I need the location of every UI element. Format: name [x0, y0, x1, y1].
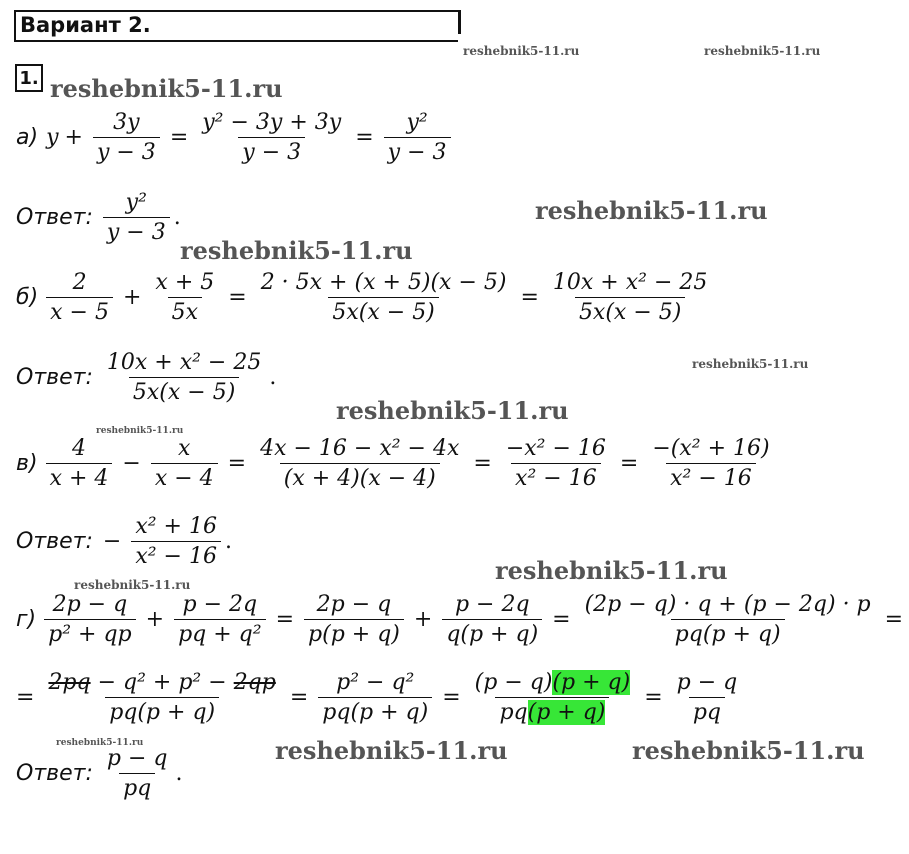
- watermark: reshebnik5-11.ru: [50, 74, 283, 103]
- part-d-equation-line1: г) $\frac{2p - q}{\text{p² + qp}}$ + $\frac{p - 2q}{\text{pq + q²}}$ = $\frac{2p - q}{p(p + q)}$ + $\frac{p - 2q}{q(p + q)}$ = $\frac{(2p - q) \cdot q + (p - 2q) \cdot p}{pq(p + q)}$ =: [16, 592, 904, 647]
- part-c-label: в): [16, 451, 38, 476]
- fraction: $\frac{4}{x + 4}$: [46, 436, 113, 491]
- part-d-answer: Ответ: $\frac{p - q}{pq}$ .: [16, 746, 183, 801]
- answer-label: Ответ:: [16, 529, 93, 554]
- struck-term: 2pq: [48, 670, 91, 695]
- fraction: $\frac{x}{x - 4}$: [151, 436, 218, 491]
- part-a-equation: а) y + $\frac{3y}{y - 3}$ = $\frac{\text{y² − 3y + 3y}}{y - 3}$ = $\frac{\text{y²}}{y - 3}$: [16, 110, 455, 165]
- part-a-answer: Ответ: $\frac{\text{y²}}{y - 3}$ .: [16, 190, 181, 245]
- part-c-answer: Ответ: − $\frac{\text{x² + 16}}{\text{x² − 16}}$ .: [16, 514, 232, 569]
- struck-term: 2qp: [233, 670, 276, 695]
- fraction: $\frac{\text{y²}}{y - 3}$: [384, 110, 451, 165]
- fraction: $\frac{2p - q}{\text{p² + qp}}$: [44, 592, 136, 647]
- watermark: reshebnik5-11.ru: [275, 736, 508, 765]
- fraction: $\frac{\text{p² − q²}}{pq(p + q)}$: [318, 670, 432, 725]
- answer-label: Ответ:: [16, 205, 93, 230]
- watermark: reshebnik5-11.ru: [96, 426, 184, 436]
- watermark: reshebnik5-11.ru: [632, 736, 865, 765]
- answer-label: Ответ:: [16, 365, 93, 390]
- fraction: $\frac{(p - q)(p + q)}{pq(p + q)}$: [474, 670, 631, 725]
- watermark: reshebnik5-11.ru: [535, 196, 768, 225]
- fraction: $\frac{\text{−(x² + 16)}}{\text{x² − 16}}$: [652, 436, 770, 491]
- fraction: $\frac{x + 5}{5x}$: [155, 270, 215, 325]
- fraction: $\frac{\text{x² + 16}}{\text{x² − 16}}$: [131, 514, 221, 569]
- fraction: $\frac{3y}{y - 3}$: [93, 110, 160, 165]
- part-b-answer: Ответ: $\frac{\text{10x + x² − 25}}{5x(x - 5)}$ .: [16, 350, 277, 405]
- fraction: $\frac{(2p - q) \cdot q + (p - 2q) \cdot p}{pq(p + q)}$: [584, 592, 871, 647]
- watermark: reshebnik5-11.ru: [74, 578, 191, 592]
- fraction: $\frac{\text{10x + x² − 25}}{5x(x - 5)}$: [552, 270, 708, 325]
- watermark: reshebnik5-11.ru: [336, 396, 569, 425]
- watermark: reshebnik5-11.ru: [495, 556, 728, 585]
- fraction: $\frac{\text{2pq − q² + p² − 2qp}}{pq(p + q)}$: [48, 670, 276, 725]
- var-y: y: [46, 125, 59, 150]
- part-d-equation-line2: = $\frac{\text{2pq − q² + p² − 2qp}}{pq(p + q)}$ = $\frac{\text{p² − q²}}{pq(p + q)}$ = $\frac{(p - q)(p + q)}{pq(p + q)}$ = $\frac{p - q}{pq}$: [16, 670, 745, 725]
- watermark: reshebnik5-11.ru: [704, 44, 821, 58]
- watermark: reshebnik5-11.ru: [463, 44, 580, 58]
- fraction: $\frac{\text{10x + x² − 25}}{5x(x - 5)}$: [106, 350, 262, 405]
- fraction: $\frac{2p - q}{p(p + q)}$: [304, 592, 404, 647]
- fraction: $\frac{p - q}{pq}$: [676, 670, 738, 725]
- highlighted-term: (p + q): [527, 700, 606, 725]
- fraction: $\frac{\text{y² − 3y + 3y}}{y - 3}$: [202, 110, 342, 165]
- task-number: 1.: [15, 64, 43, 92]
- variant-title: Вариант 2.: [20, 13, 151, 37]
- part-a-label: а): [16, 125, 39, 150]
- watermark: reshebnik5-11.ru: [692, 357, 809, 371]
- fraction: $\frac{p - 2q}{q(p + q)}$: [442, 592, 542, 647]
- part-d-label: г): [16, 607, 37, 632]
- part-c-equation: в) $\frac{4}{x + 4}$ − $\frac{x}{x - 4}$ = $\frac{\text{4x − 16 − x² − 4x}}{(x + 4)(x - 4)}$ = $\frac{\text{−x² − 16}}{\text{x² − 16}}$ = $\frac{\text{−(x² + 16)}}{\text{x² − 16}}$: [16, 436, 778, 491]
- fraction: $\frac{\text{−x² − 16}}{\text{x² − 16}}$: [505, 436, 606, 491]
- fraction: $\frac{2}{x - 5}$: [46, 270, 113, 325]
- highlighted-term: (p + q): [552, 670, 631, 695]
- fraction: $\frac{p - q}{pq}$: [106, 746, 168, 801]
- part-b-label: б): [16, 285, 39, 310]
- fraction: $\frac{p - 2q}{\text{pq + q²}}$: [174, 592, 266, 647]
- watermark: reshebnik5-11.ru: [180, 236, 413, 265]
- watermark: reshebnik5-11.ru: [56, 738, 144, 748]
- answer-label: Ответ:: [16, 761, 93, 786]
- minus-sign: −: [102, 529, 122, 554]
- fraction: $\frac{\text{y²}}{y - 3}$: [103, 190, 170, 245]
- part-b-equation: б) $\frac{2}{x - 5}$ + $\frac{x + 5}{5x}$ = $\frac{2 \cdot 5x + (x + 5)(x - 5)}{5x(x - 5)}$ = $\frac{\text{10x + x² − 25}}{5x(x - 5)}$: [16, 270, 715, 325]
- fraction: $\frac{\text{4x − 16 − x² − 4x}}{(x + 4)(x - 4)}$: [260, 436, 460, 491]
- fraction: $\frac{2 \cdot 5x + (x + 5)(x - 5)}{5x(x - 5)}$: [260, 270, 507, 325]
